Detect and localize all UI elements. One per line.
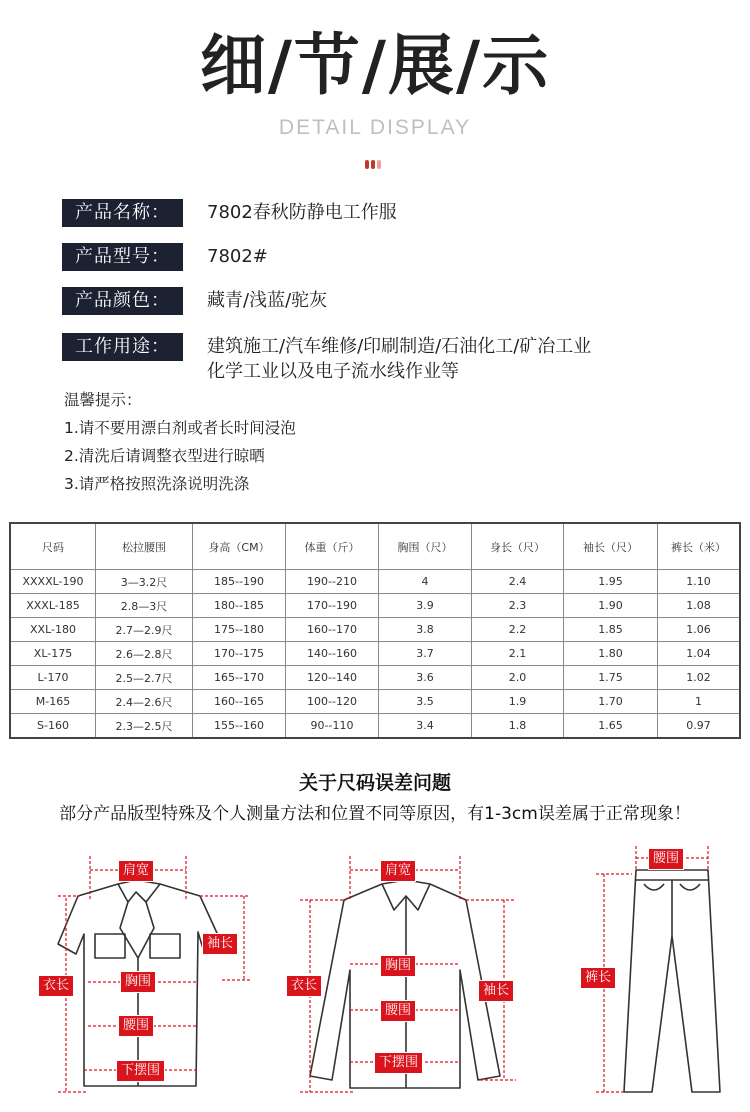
table-cell: 170--175	[193, 642, 286, 666]
table-cell: M-165	[10, 690, 96, 714]
table-cell: 0.97	[658, 714, 741, 739]
info-label: 工作用途：	[62, 333, 183, 361]
table-row	[10, 714, 740, 739]
table-cell: 120--140	[286, 666, 379, 690]
shirt-sleeve-label: 袖长	[202, 933, 238, 955]
jacket-length-label: 衣长	[286, 975, 322, 997]
table-cell: 1.8	[472, 714, 564, 739]
shirt-shoulder-label: 肩宽	[118, 860, 154, 882]
table-cell: 2.0	[472, 666, 564, 690]
table-cell: 2.4—2.6尺	[96, 690, 193, 714]
table-cell: 160--165	[193, 690, 286, 714]
jacket-hem-label: 下摆围	[374, 1052, 423, 1074]
table-cell: XXXXL-190	[10, 570, 96, 594]
table-header-cell: 袖长（尺）	[564, 523, 658, 570]
table-header-cell: 身长（尺）	[472, 523, 564, 570]
table-cell: 2.4	[472, 570, 564, 594]
table-cell: 2.5—2.7尺	[96, 666, 193, 690]
table-header-cell: 松拉腰围	[96, 523, 193, 570]
table-cell: 2.6—2.8尺	[96, 642, 193, 666]
table-cell: 1.10	[658, 570, 741, 594]
table-cell: 1.06	[658, 618, 741, 642]
dot-icon	[377, 160, 381, 169]
info-label: 产品型号：	[62, 243, 183, 271]
table-cell: 160--170	[286, 618, 379, 642]
table-cell: 3—3.2尺	[96, 570, 193, 594]
pants-length-label: 裤长	[580, 967, 616, 989]
table-cell: S-160	[10, 714, 96, 739]
table-cell: 2.8—3尺	[96, 594, 193, 618]
table-cell: 3.9	[379, 594, 472, 618]
table-cell: 140--160	[286, 642, 379, 666]
table-cell: 3.4	[379, 714, 472, 739]
table-header-cell: 胸围（尺）	[379, 523, 472, 570]
table-cell: 2.3—2.5尺	[96, 714, 193, 739]
table-header-cell: 裤长（米）	[658, 523, 741, 570]
pants-diagram	[560, 840, 750, 1112]
table-row	[10, 618, 740, 642]
table-cell: 1.70	[564, 690, 658, 714]
jacket-diagram	[270, 840, 540, 1112]
info-value: 7802#	[207, 246, 268, 267]
size-table	[9, 522, 741, 739]
decorative-dots	[365, 154, 383, 162]
tips-block	[64, 386, 296, 498]
table-cell: 90--110	[286, 714, 379, 739]
table-cell: 1.04	[658, 642, 741, 666]
page-title: 细/节/展/示	[199, 27, 551, 104]
table-header-cell: 体重（斤）	[286, 523, 379, 570]
tips-title: 温馨提示：	[64, 391, 142, 409]
table-cell: 2.2	[472, 618, 564, 642]
table-cell: 3.7	[379, 642, 472, 666]
table-cell: 190--210	[286, 570, 379, 594]
table-cell: 4	[379, 570, 472, 594]
page-subtitle: DETAIL DISPLAY	[278, 116, 472, 139]
table-row	[10, 594, 740, 618]
table-header-row	[10, 523, 740, 570]
info-label: 产品名称：	[62, 199, 183, 227]
table-cell: 1.08	[658, 594, 741, 618]
info-value-line2: 化学工业以及电子流水线作业等	[207, 361, 459, 382]
table-cell: 2.1	[472, 642, 564, 666]
table-cell: 1.80	[564, 642, 658, 666]
table-row	[10, 690, 740, 714]
table-cell: XXL-180	[10, 618, 96, 642]
table-cell: 1.9	[472, 690, 564, 714]
table-cell: 1.85	[564, 618, 658, 642]
notice-text: 部分产品版型特殊及个人测量方法和位置不同等原因，有1-3cm误差属于正常现象！	[59, 804, 691, 824]
table-header-cell: 身高（CM）	[193, 523, 286, 570]
jacket-sleeve-label: 袖长	[478, 980, 514, 1002]
table-cell: 1.65	[564, 714, 658, 739]
info-value: 建筑施工/汽车维修/印刷制造/石油化工/矿冶工业	[207, 336, 592, 357]
notice-title: 关于尺码误差问题	[298, 772, 451, 794]
pants-waist-label: 腰围	[648, 848, 684, 870]
jacket-shoulder-label: 肩宽	[380, 860, 416, 882]
tips-item: 3.请严格按照洗涤说明洗涤	[64, 475, 250, 493]
tips-item: 1.请不要用漂白剂或者长时间浸泡	[64, 419, 296, 437]
table-row	[10, 570, 740, 594]
table-header-cell: 尺码	[10, 523, 96, 570]
shirt-length-label: 衣长	[38, 975, 74, 997]
table-row	[10, 642, 740, 666]
table-cell: 1.75	[564, 666, 658, 690]
dot-icon	[371, 160, 375, 169]
table-cell: 175--180	[193, 618, 286, 642]
table-cell: 3.5	[379, 690, 472, 714]
shirt-hem-label: 下摆围	[116, 1060, 165, 1082]
table-row	[10, 666, 740, 690]
table-cell: 170--190	[286, 594, 379, 618]
info-label: 产品颜色：	[62, 287, 183, 315]
info-value: 藏青/浅蓝/驼灰	[207, 290, 328, 311]
table-cell: 1	[658, 690, 741, 714]
table-cell: 180--185	[193, 594, 286, 618]
table-cell: 1.90	[564, 594, 658, 618]
table-cell: 3.6	[379, 666, 472, 690]
table-cell: 1.02	[658, 666, 741, 690]
shirt-waist-label: 腰围	[118, 1015, 154, 1037]
table-cell: XXXL-185	[10, 594, 96, 618]
table-cell: 185--190	[193, 570, 286, 594]
table-cell: 3.8	[379, 618, 472, 642]
table-cell: 165--170	[193, 666, 286, 690]
tips-item: 2.清洗后请调整衣型进行晾晒	[64, 447, 265, 465]
table-cell: 1.95	[564, 570, 658, 594]
shirt-chest-label: 胸围	[120, 971, 156, 993]
table-cell: 155--160	[193, 714, 286, 739]
shirt-diagram	[0, 840, 260, 1112]
table-cell: 2.7—2.9尺	[96, 618, 193, 642]
table-cell: L-170	[10, 666, 96, 690]
info-value: 7802春秋防静电工作服	[207, 202, 397, 223]
jacket-chest-label: 胸围	[380, 955, 416, 977]
table-cell: 100--120	[286, 690, 379, 714]
table-cell: XL-175	[10, 642, 96, 666]
dot-icon	[365, 160, 369, 169]
jacket-waist-label: 腰围	[380, 1000, 416, 1022]
table-cell: 2.3	[472, 594, 564, 618]
